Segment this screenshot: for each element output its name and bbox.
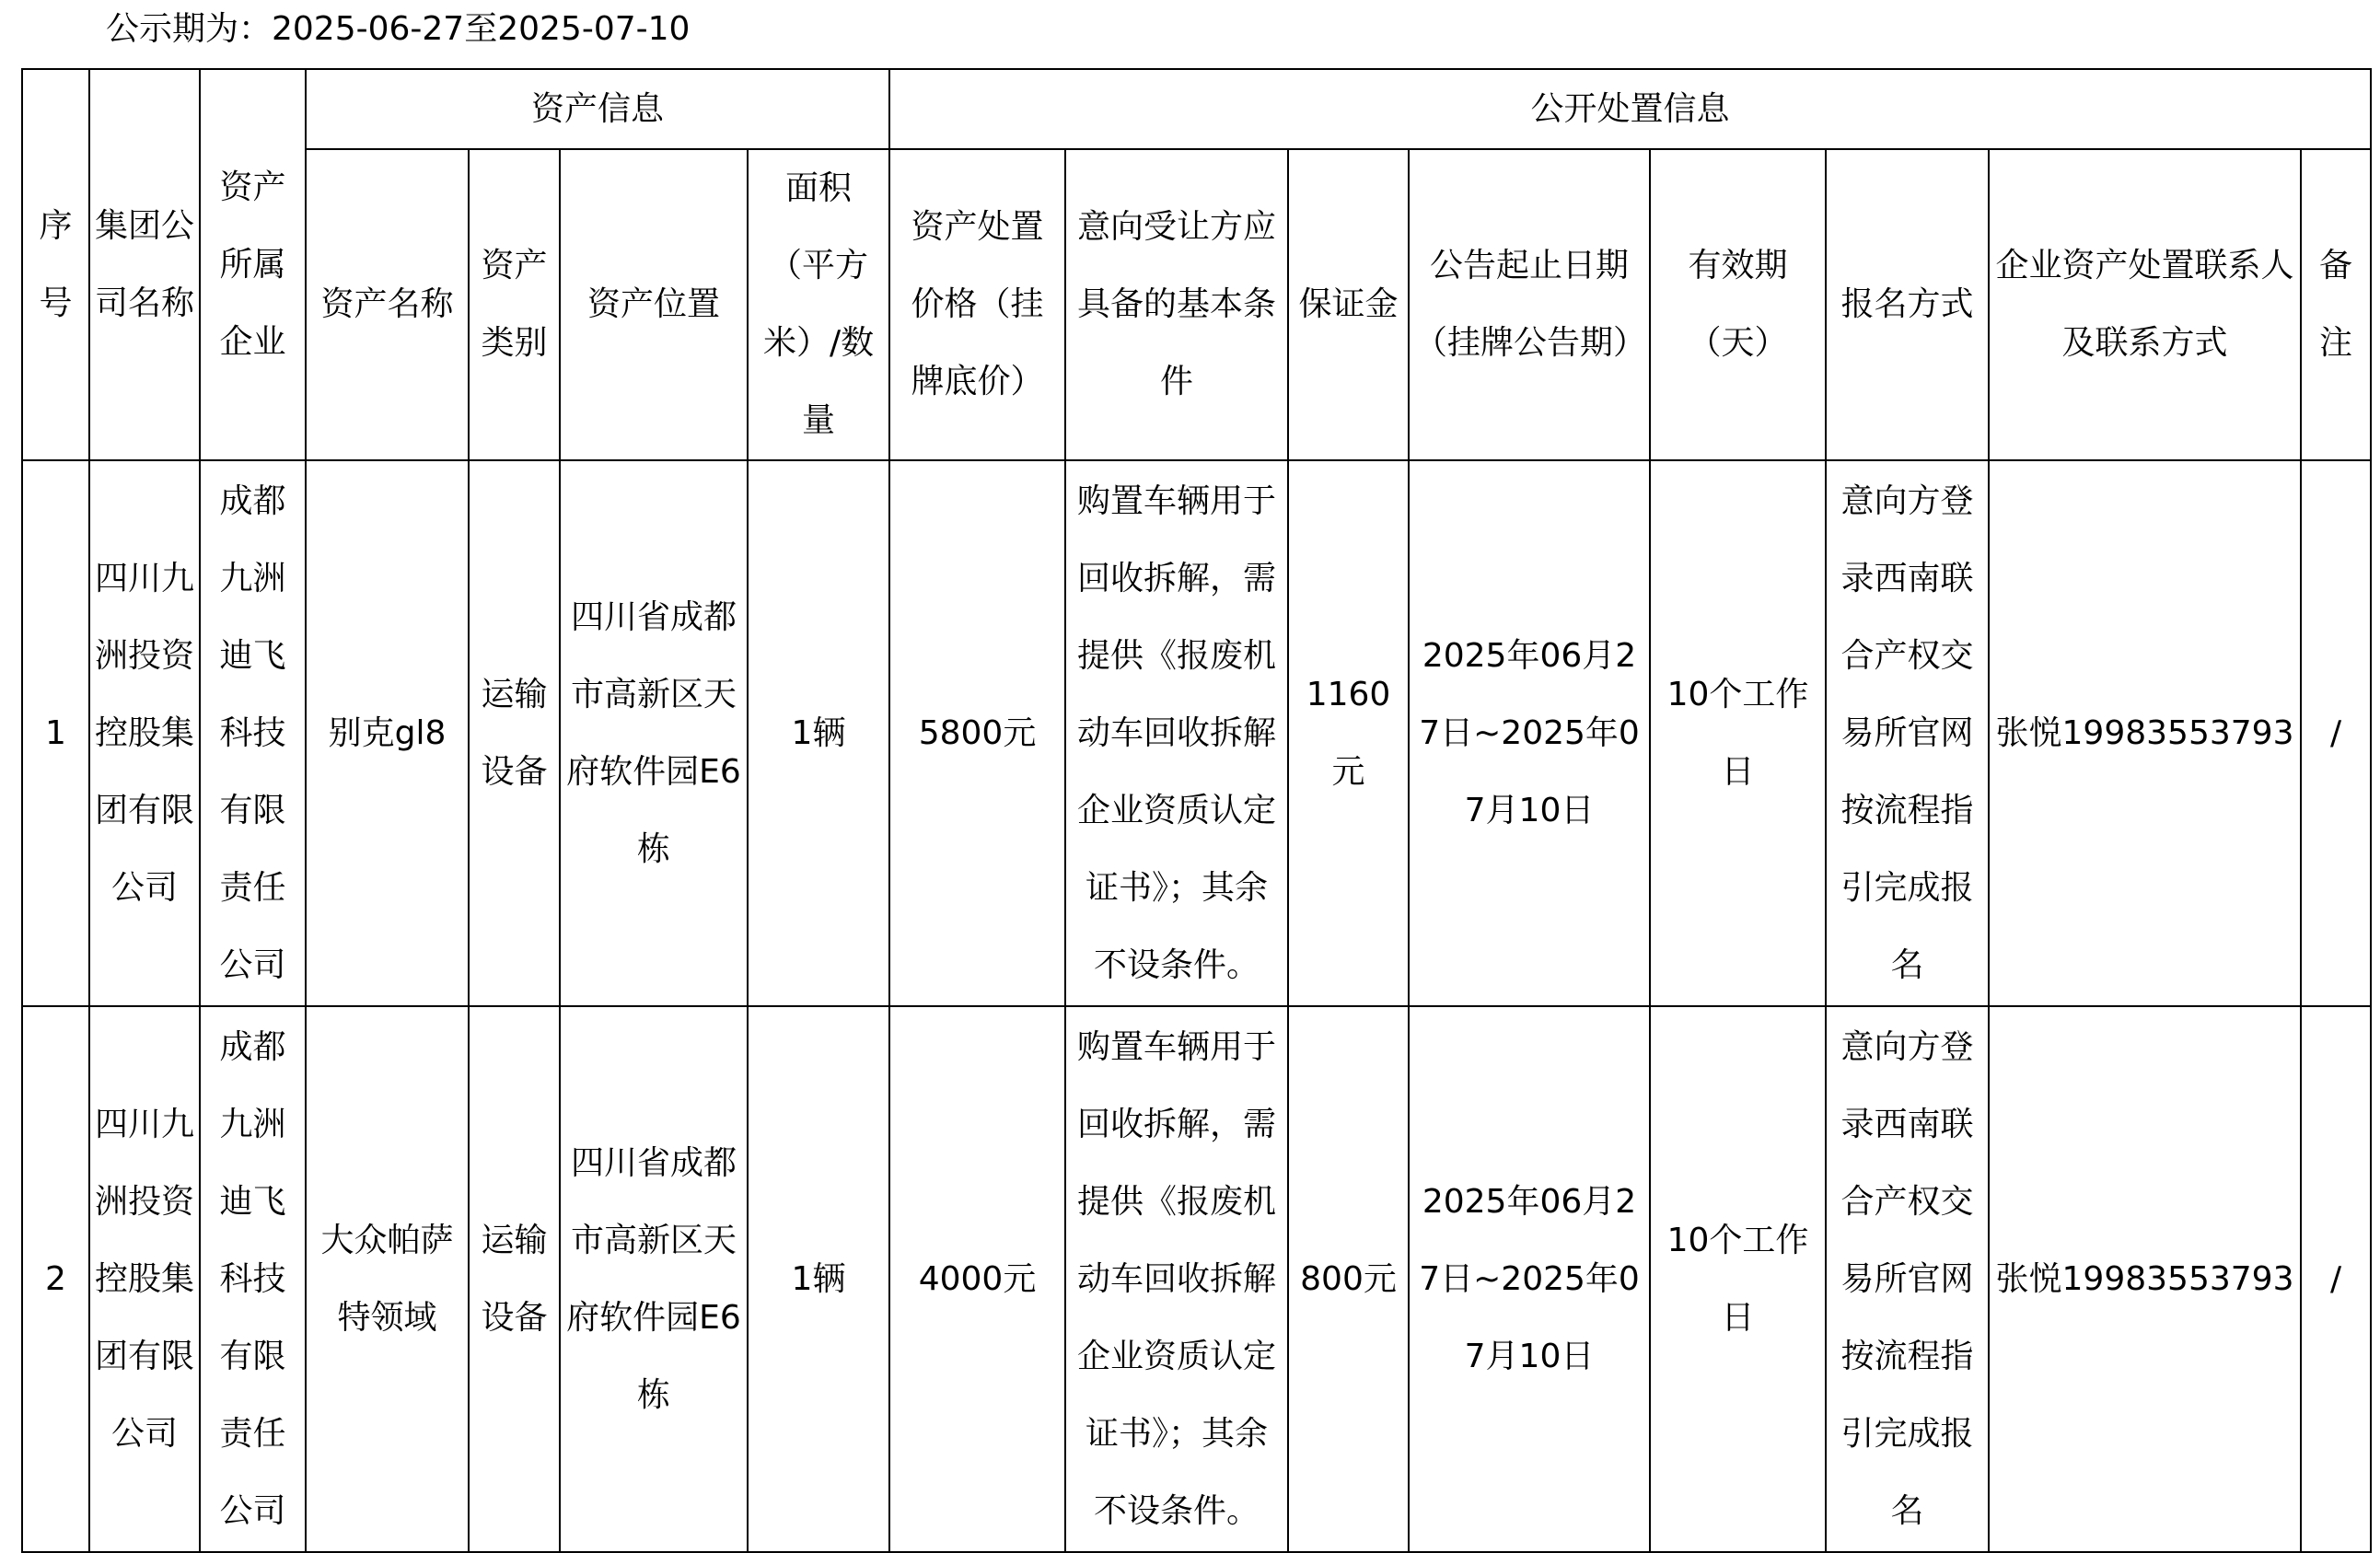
asset-disposal-table <box>21 68 2372 1553</box>
table-row <box>22 460 2371 1006</box>
cell-deposit: 1160元 <box>1288 460 1409 1006</box>
header-notice-dates: 公告起止日期（挂牌公告期） <box>1409 149 1650 460</box>
header-seq: 序号 <box>22 69 89 460</box>
cell-registration: 意向方登录西南联合产权交易所官网按流程指引完成报名 <box>1826 460 1989 1006</box>
header-group-company: 集团公司名称 <box>89 69 200 460</box>
header-asset-info: 资产信息 <box>306 69 889 149</box>
cell-price: 5800元 <box>889 460 1065 1006</box>
cell-asset-type: 运输设备 <box>469 460 560 1006</box>
cell-validity: 10个工作日 <box>1650 1006 1826 1552</box>
cell-asset-location: 四川省成都市高新区天府软件园E6栋 <box>560 1006 748 1552</box>
header-validity: 有效期（天） <box>1650 149 1826 460</box>
cell-asset-location: 四川省成都市高新区天府软件园E6栋 <box>560 460 748 1006</box>
table-row <box>22 1006 2371 1552</box>
header-asset-name: 资产名称 <box>306 149 469 460</box>
cell-asset-name: 大众帕萨特领域 <box>306 1006 469 1552</box>
publicity-period: 公示期为：2025-06-27至2025-07-10 <box>106 10 691 48</box>
cell-asset-name: 别克gl8 <box>306 460 469 1006</box>
cell-group-company: 四川九洲投资控股集团有限公司 <box>89 460 200 1006</box>
cell-deposit: 800元 <box>1288 1006 1409 1552</box>
header-remarks: 备注 <box>2301 149 2371 460</box>
header-disposal-info: 公开处置信息 <box>889 69 2371 149</box>
cell-asset-type: 运输设备 <box>469 1006 560 1552</box>
header-asset-location: 资产位置 <box>560 149 748 460</box>
cell-seq: 2 <box>22 1006 89 1552</box>
cell-contact: 张悦19983553793 <box>1989 1006 2301 1552</box>
cell-conditions: 购置车辆用于回收拆解，需提供《报废机动车回收拆解企业资质认定证书》；其余不设条件。 <box>1065 460 1288 1006</box>
header-asset-type: 资产类别 <box>469 149 560 460</box>
cell-contact: 张悦19983553793 <box>1989 460 2301 1006</box>
cell-area-qty: 1辆 <box>748 1006 889 1552</box>
header-contact: 企业资产处置联系人及联系方式 <box>1989 149 2301 460</box>
header-price: 资产处置价格（挂牌底价） <box>889 149 1065 460</box>
cell-registration: 意向方登录西南联合产权交易所官网按流程指引完成报名 <box>1826 1006 1989 1552</box>
cell-remarks: / <box>2301 460 2371 1006</box>
cell-owner-company: 成都九洲迪飞科技有限责任公司 <box>200 460 306 1006</box>
cell-conditions: 购置车辆用于回收拆解，需提供《报废机动车回收拆解企业资质认定证书》；其余不设条件。 <box>1065 1006 1288 1552</box>
header-area-qty: 面积（平方米）/数量 <box>748 149 889 460</box>
header-owner-company: 资产所属企业 <box>200 69 306 460</box>
header-registration: 报名方式 <box>1826 149 1989 460</box>
cell-group-company: 四川九洲投资控股集团有限公司 <box>89 1006 200 1552</box>
header-conditions: 意向受让方应具备的基本条件 <box>1065 149 1288 460</box>
cell-owner-company: 成都九洲迪飞科技有限责任公司 <box>200 1006 306 1552</box>
header-deposit: 保证金 <box>1288 149 1409 460</box>
cell-seq: 1 <box>22 460 89 1006</box>
cell-notice-dates: 2025年06月27日~2025年07月10日 <box>1409 460 1650 1006</box>
cell-remarks: / <box>2301 1006 2371 1552</box>
cell-area-qty: 1辆 <box>748 460 889 1006</box>
cell-validity: 10个工作日 <box>1650 460 1826 1006</box>
cell-price: 4000元 <box>889 1006 1065 1552</box>
cell-notice-dates: 2025年06月27日~2025年07月10日 <box>1409 1006 1650 1552</box>
